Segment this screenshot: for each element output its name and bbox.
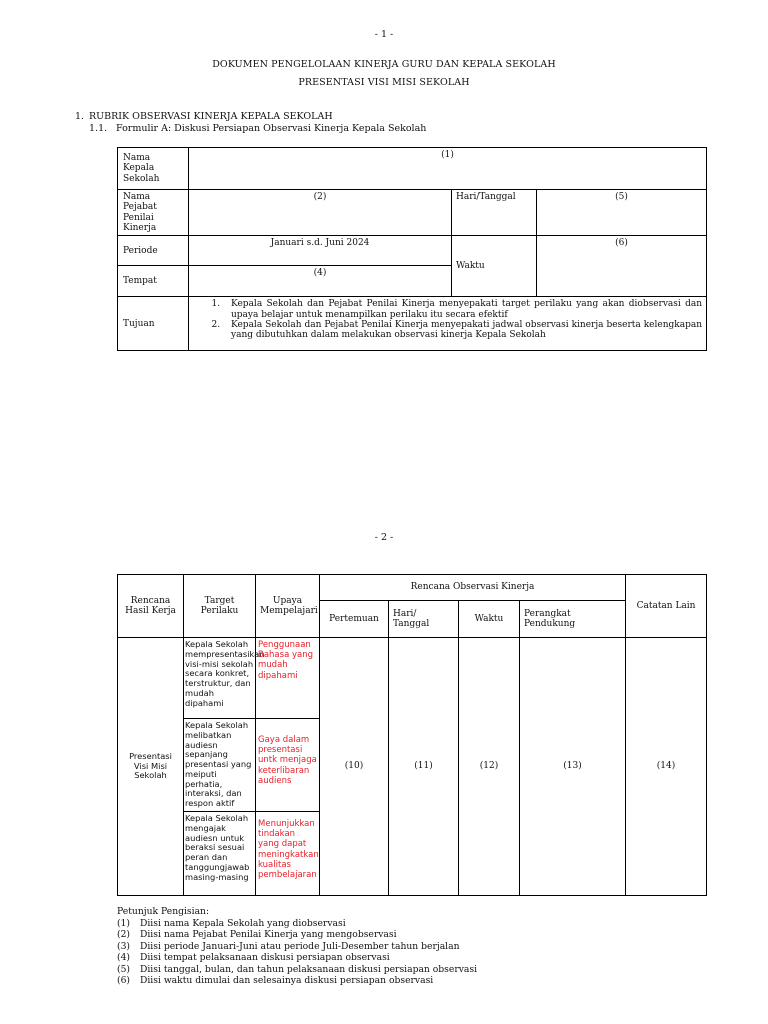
page-number-1: - 1 - [374, 29, 394, 40]
petunjuk-item: (6) Diisi waktu dimulai dan selesainya diskusi persiapan observasi [117, 975, 434, 986]
perangkat-value: (13) [520, 638, 626, 896]
target-perilaku-3: Kepala Sekolah mengajak audiesn untuk beraksi sesuai peran dan tanggungjawab masing-masing [184, 812, 256, 896]
header-catatan-lain: Catatan Lain [626, 575, 707, 638]
header-upaya-mempelajari: Upaya Mempelajari [256, 575, 320, 638]
tujuan-value [189, 297, 707, 351]
subsection-heading [89, 123, 426, 134]
target-perilaku-2: Kepala Sekolah melibatkan audiesn sepanjang presentasi yang meiputi perhatia, interaksi, dan respon aktif [184, 719, 256, 812]
nama-kepala-value: (1) [189, 148, 707, 190]
pejabat-label: Nama Pejabat Penilai Kinerja [118, 190, 189, 236]
tujuan-label: Tujuan [118, 297, 189, 351]
header-hari-tanggal: Hari/ Tanggal [389, 601, 459, 638]
petunjuk-item: (1) Diisi nama Kepala Sekolah yang diobservasi [117, 917, 346, 929]
upaya-3: Menunjukkan tindakan yang dapat meningkatkan kualitas pembelajaran [256, 812, 320, 896]
periode-value: Januari s.d. Juni 2024 [189, 236, 452, 266]
subsection-title: Formulir A: Diskusi Persiapan Observasi Kinerja Kepala Sekolah [116, 123, 427, 134]
rencana-hasil-value: Presentasi Visi Misi Sekolah [118, 638, 184, 896]
formulir-a-table [117, 147, 707, 351]
rencana-observasi-table [117, 574, 707, 896]
tujuan-item: 2. Kepala Sekolah dan Pejabat Penilai Kinerja menyepakati jadwal observasi kinerja beserta kelengkapan yang dibutuhkan dalam melakukan observasi kinerja Kepala Sekolah [223, 320, 702, 341]
hari-tanggal-value: (5) [537, 190, 707, 236]
page-number-2: - 2 - [374, 532, 394, 543]
tujuan-item: 1. Kepala Sekolah dan Pejabat Penilai Kinerja menyepakati target perilaku yang akan diobservasi dan upaya belajar untuk menampilkan perilaku itu secara efektif [223, 299, 702, 320]
header-rencana-observasi: Rencana Observasi Kinerja [320, 575, 626, 601]
petunjuk-pengisian [117, 906, 477, 987]
upaya-1: Penggunaan Bahasa yang mudah dipahami [256, 638, 320, 719]
petunjuk-item: (3) Diisi periode Januari-Juni atau periode Juli-Desember tahun berjalan [117, 940, 460, 952]
hari-tanggal-label: Hari/Tanggal [452, 190, 537, 236]
tempat-value: (4) [189, 266, 452, 297]
section-number: 1. [75, 111, 85, 122]
petunjuk-item: (5) Diisi tanggal, bulan, dan tahun pelaksanaan diskusi persiapan observasi [117, 963, 478, 975]
petunjuk-item: (4) Diisi tempat pelaksanaan diskusi persiapan observasi [117, 952, 390, 963]
tempat-label: Tempat [118, 266, 189, 297]
hari-tanggal-value-2: (11) [389, 638, 459, 896]
waktu-value: (6) [537, 236, 707, 297]
pertemuan-value: (10) [320, 638, 389, 896]
catatan-value: (14) [626, 638, 707, 896]
petunjuk-item: (2) Diisi nama Pejabat Penilai Kinerja yang mengobservasi [117, 929, 397, 940]
pejabat-value: (2) [189, 190, 452, 236]
header-target-perilaku: Target Perilaku [184, 575, 256, 638]
header-rencana-hasil-kerja: Rencana Hasil Kerja [118, 575, 184, 638]
periode-label: Periode [118, 236, 189, 266]
section-heading [75, 111, 333, 122]
upaya-2: Gaya dalam presentasi untk menjaga keterlibaran audiens [256, 719, 320, 812]
document-subtitle: PRESENTASI VISI MISI SEKOLAH [298, 77, 470, 88]
section-title: RUBRIK OBSERVASI KINERJA KEPALA SEKOLAH [89, 111, 333, 122]
petunjuk-title: Petunjuk Pengisian: [117, 906, 210, 917]
header-pertemuan: Pertemuan [320, 601, 389, 638]
document-title: DOKUMEN PENGELOLAAN KINERJA GURU DAN KEPALA SEKOLAH [212, 59, 556, 70]
waktu-label: Waktu [452, 236, 537, 297]
subsection-number: 1.1. [89, 123, 108, 134]
header-perangkat-pendukung: Perangkat Pendukung [520, 601, 626, 638]
header-waktu: Waktu [459, 601, 520, 638]
nama-kepala-label: Nama Kepala Sekolah [118, 148, 189, 190]
waktu-value-2: (12) [459, 638, 520, 896]
target-perilaku-1: Kepala Sekolah mempresentasikan visi-misi sekolah secara konkret, terstruktur, dan mudah dipahami [184, 638, 256, 719]
